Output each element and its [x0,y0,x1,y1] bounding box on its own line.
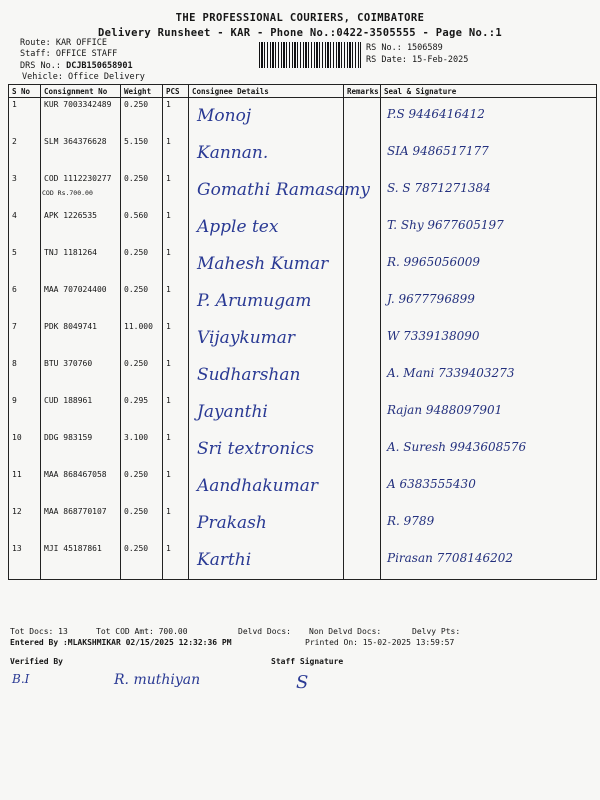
weight: 0.250 [121,357,163,394]
non-delvd-docs: Non Delvd Docs: [309,627,382,636]
consignment-no: MAA 868770107 [41,505,121,542]
consignee-cell [189,246,344,283]
signature-cell [381,320,597,357]
verified-by-label: Verified By [10,657,63,666]
sno: 13 [9,542,41,580]
col-consignee: Consignee Details [189,85,344,98]
consignee-cell [189,135,344,172]
sno: 8 [9,357,41,394]
col-signature: Seal & Signature [381,85,597,98]
pcs: 1 [163,394,189,431]
signature-cell [381,246,597,283]
remarks [344,505,381,542]
consignee-cell [189,283,344,320]
pcs: 1 [163,468,189,505]
signature: S. S 7871271384 [387,181,491,195]
rs-number: RS No.: 1506589 [366,43,443,53]
signature-cell [381,357,597,394]
consignment-no-text: COD 1112230277 [44,174,112,183]
consignment-no: SLM 364376628 [41,135,121,172]
staff-signature: S [296,672,309,693]
pcs: 1 [163,172,189,209]
signature-cell [381,135,597,172]
weight: 3.100 [121,431,163,468]
sno: 12 [9,505,41,542]
tot-docs: Tot Docs: 13 [10,627,68,636]
weight: 0.295 [121,394,163,431]
consignee-name: Aandhakumar [197,476,318,496]
table-row [9,357,597,394]
signature: J. 9677796899 [387,292,475,306]
table-row [9,505,597,542]
sno: 5 [9,246,41,283]
consignment-no: MAA 868467058 [41,468,121,505]
consignee-name: Jayanthi [197,402,268,422]
remarks [344,468,381,505]
remarks [344,394,381,431]
table-row [9,542,597,580]
sno: 7 [9,320,41,357]
delvd-docs: Delvd Docs: [238,627,291,636]
table-row [9,172,597,209]
col-sno: S No [9,85,41,98]
signature-cell [381,172,597,209]
weight: 0.250 [121,172,163,209]
consignment-no: KUR 7003342489 [41,98,121,136]
consignee-name: Sri textronics [197,439,314,459]
table-row [9,98,597,136]
printed-on: Printed On: 15-02-2025 13:59:57 [305,638,455,647]
table-row [9,283,597,320]
table-row [9,468,597,505]
consignment-no: PDK 8049741 [41,320,121,357]
consignment-no [41,172,121,209]
consignee-name: Gomathi Ramasamy [197,180,370,200]
table-header [9,85,597,98]
weight: 0.250 [121,246,163,283]
sno: 3 [9,172,41,209]
consignee-name: Kannan. [197,143,269,163]
signature: T. Shy 9677605197 [387,218,504,232]
consignee-cell [189,394,344,431]
consignee-cell [189,542,344,580]
weight: 0.250 [121,505,163,542]
signature: W 7339138090 [387,329,480,343]
remarks [344,172,381,209]
pcs: 1 [163,209,189,246]
pcs: 1 [163,357,189,394]
remarks [344,357,381,394]
signature-cell [381,394,597,431]
consignment-no: DDG 983159 [41,431,121,468]
drs-label: DRS No.: [20,61,61,71]
col-remarks: Remarks [344,85,381,98]
remarks [344,431,381,468]
consignment-no: TNJ 1181264 [41,246,121,283]
consignee-cell [189,320,344,357]
signature: P.S 9446416412 [387,107,485,121]
sno: 4 [9,209,41,246]
weight: 0.250 [121,98,163,136]
remarks [344,209,381,246]
pcs: 1 [163,283,189,320]
pcs: 1 [163,320,189,357]
pcs: 1 [163,98,189,136]
pcs: 1 [163,542,189,580]
consignee-cell [189,172,370,209]
signature-cell [381,283,597,320]
pcs: 1 [163,246,189,283]
route: Route: KAR OFFICE [20,38,107,48]
company-title: THE PROFESSIONAL COURIERS, COIMBATORE [175,12,425,24]
consignment-no: MJI 45187861 [41,542,121,580]
signature: A 6383555430 [387,477,476,491]
col-weight: Weight [121,85,163,98]
signature-cell [381,98,597,136]
sno: 9 [9,394,41,431]
consignee-cell [189,505,344,542]
sno: 6 [9,283,41,320]
col-consignment: Consignment No [41,85,121,98]
signature-cell [381,505,597,542]
pcs: 1 [163,505,189,542]
table-row [9,135,597,172]
consignee-cell [189,431,344,468]
signature: Pirasan 7708146202 [387,551,514,565]
drs-number [20,61,133,71]
consignee-name: Prakash [197,513,267,533]
remarks [344,98,381,136]
sno: 10 [9,431,41,468]
rs-date: RS Date: 15-Feb-2025 [366,55,469,65]
table-row [9,209,597,246]
remarks [344,542,381,580]
consignee-name: Vijaykumar [197,328,296,348]
signature: R. 9789 [387,514,435,528]
drs-value: DCJB150658901 [66,61,133,71]
runsheet-title: Delivery Runsheet - KAR - Phone No.:0422-3505555 - Page No.:1 [98,27,502,39]
cod-amount: COD Rs.700.00 [42,189,93,197]
consignee-name: Monoj [197,106,252,126]
verified-initials: B.I [12,672,30,686]
tot-cod: Tot COD Amt: 700.00 [96,627,188,636]
entered-by: Entered By :MLAKSHMIKAR 02/15/2025 12:32:36 PM [10,638,232,647]
consignment-no: MAA 707024400 [41,283,121,320]
weight: 5.150 [121,135,163,172]
verified-signature: R. muthiyan [114,672,201,688]
signature: A. Suresh 9943608576 [387,440,527,454]
weight: 0.560 [121,209,163,246]
staff: Staff: OFFICE STAFF [20,49,118,59]
signature-cell [381,209,597,246]
remarks [344,135,381,172]
consignee-cell [189,98,344,136]
consignment-no: CUD 188961 [41,394,121,431]
sno: 11 [9,468,41,505]
signature: A. Mani 7339403273 [387,366,515,380]
staff-signature-label: Staff Signature [271,657,344,666]
table-row [9,431,597,468]
consignee-name: P. Arumugam [197,291,312,311]
pcs: 1 [163,431,189,468]
vehicle: Vehicle: Office Delivery [22,72,145,82]
consignee-cell [189,357,344,394]
signature-cell [381,431,597,468]
remarks [344,283,381,320]
signature-cell [381,468,597,505]
remarks [344,246,381,283]
col-pcs: PCS [163,85,189,98]
consignee-name: Apple tex [197,217,279,237]
weight: 11.000 [121,320,163,357]
consignee-cell [189,468,344,505]
weight: 0.250 [121,468,163,505]
consignment-no: BTU 370760 [41,357,121,394]
signature: Rajan 9488097901 [387,403,503,417]
table-row [9,394,597,431]
sno: 2 [9,135,41,172]
consignee-name: Sudharshan [197,365,301,385]
consignment-no: APK 1226535 [41,209,121,246]
remarks [344,320,381,357]
signature: SIA 9486517177 [387,144,489,158]
sno: 1 [9,98,41,136]
consignee-name: Karthi [197,550,252,570]
weight: 0.250 [121,542,163,580]
weight: 0.250 [121,283,163,320]
table-row [9,246,597,283]
signature-cell [381,542,597,580]
barcode [259,42,361,68]
pcs: 1 [163,135,189,172]
consignee-name: Mahesh Kumar [197,254,329,274]
signature: R. 9965056009 [387,255,481,269]
consignee-cell [189,209,344,246]
runsheet-table [8,84,597,580]
delvy-pts: Delvy Pts: [412,627,461,636]
table-row [9,320,597,357]
